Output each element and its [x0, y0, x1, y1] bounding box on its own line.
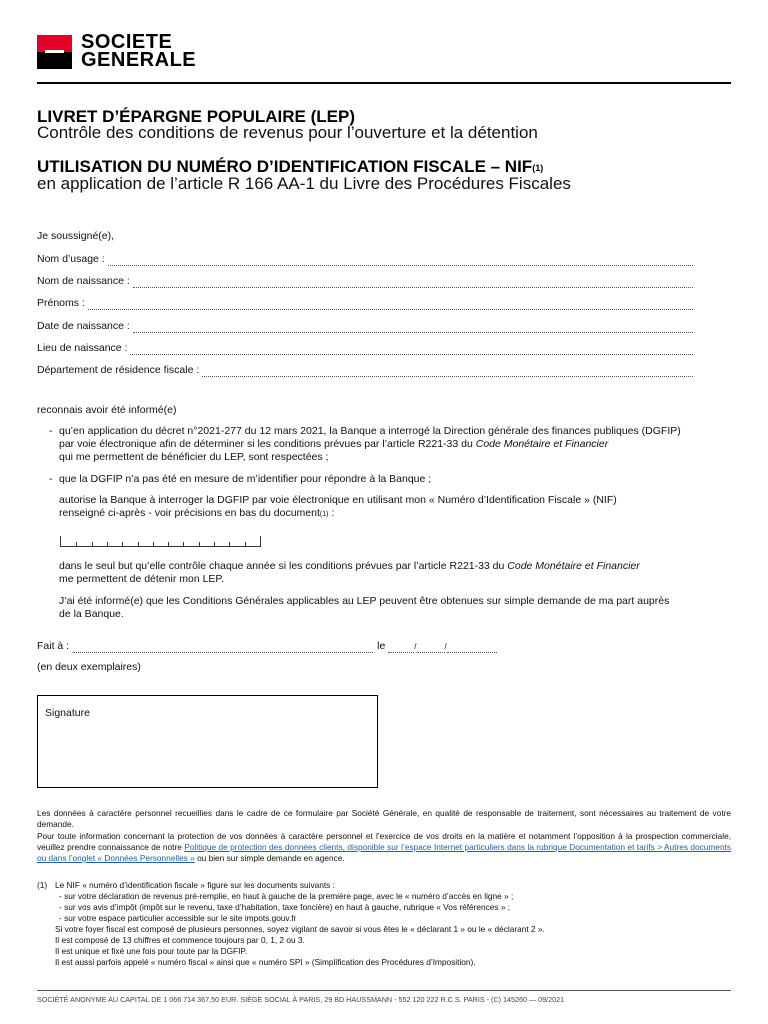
- date-separator: /: [444, 642, 447, 651]
- field-label: Prénoms :: [37, 297, 85, 309]
- fait-a-row: [37, 640, 497, 653]
- privacy-policy-link[interactable]: Politique de protection des données clients, disponible sur l’espace Internet particuliers dans la rubrique Documentation et tarifs > Autres documents ou dans l’onglet « Données Personnelles »: [37, 842, 732, 863]
- nif-digit-separator: [107, 542, 108, 546]
- footnote-line: Si votre foyer fiscal est composé de plusieurs personnes, soyez vigilant de savoir si vous êtes le « déclarant 1 » ou le « déclarant 2 ».: [55, 924, 545, 934]
- header-divider: [37, 82, 731, 84]
- fait-a-label: Fait à :: [37, 640, 70, 652]
- purpose-line2: me permettent de détenir mon LEP.: [59, 573, 224, 585]
- field-fill-line[interactable]: [108, 257, 693, 266]
- cg-line2: de la Banque.: [59, 608, 124, 620]
- footer-divider: [37, 990, 731, 991]
- footnote-line: Le NIF « numéro d’identification fiscale » figure sur les documents suivants :: [55, 880, 335, 890]
- nif-digit-separator: [199, 542, 200, 546]
- code-reference: Code Monétaire et Financier: [475, 438, 609, 450]
- nif-input-field[interactable]: [60, 536, 261, 547]
- nif-digit-separator: [168, 542, 169, 546]
- code-reference: Code Monétaire et Financier: [507, 560, 640, 572]
- field-fill-line[interactable]: [130, 346, 693, 355]
- item1-line3: qui me permettent de bénéficier du LEP, sont respectées ;: [59, 451, 329, 463]
- purpose-text: [59, 560, 640, 586]
- nif-subtitle: en application de l’article R 166 AA-1 du Livre des Procédures Fiscales: [37, 174, 571, 193]
- copies-note: (en deux exemplaires): [37, 661, 141, 673]
- nif-digit-separator: [183, 542, 184, 546]
- societe-generale-logo-mark: [37, 35, 72, 69]
- nif-digit-separator: [229, 542, 230, 546]
- nif-digit-separator: [153, 542, 154, 546]
- nif-digit-separator: [92, 542, 93, 546]
- field-label: Lieu de naissance :: [37, 342, 128, 354]
- footnote-line: - sur vos avis d’impôt (impôt sur le revenu, taxe d’habitation, taxe foncière) en haut à gauche, rubrique « Vos références » ;: [59, 902, 511, 912]
- nif-digit-separator: [138, 542, 139, 546]
- nif-digit-separator: [214, 542, 215, 546]
- field-nom-naissance[interactable]: [37, 275, 693, 288]
- purpose-line1: dans le seul but qu’elle contrôle chaque année si les conditions prévues par l’article R221-33 du Code Monétaire et Financier: [59, 560, 640, 572]
- field-fill-line[interactable]: [202, 368, 693, 377]
- nif-digit-separator: [76, 542, 77, 546]
- privacy-paragraph-2: Pour toute information concernant la protection de vos données à caractère personnel et l’exercice de vos droits en la matière et notamment l’opposition à la prospection commerciale, veuillez prendre connaissance de notre Politique de protection des données clients, disponible sur l’espace Internet particuliers dans la rubrique Documentation et tarifs > Autres documents ou dans l’onglet « Données Personnelles » ou bien sur simple demande en agence.: [37, 831, 732, 863]
- nif-title-footnote-ref: (1): [532, 163, 544, 173]
- lep-subtitle: Contrôle des conditions de revenus pour l’ouverture et la détention: [37, 123, 538, 142]
- date-day-line[interactable]: [388, 644, 414, 653]
- nif-digit-separator: [245, 542, 246, 546]
- declaration-lead: reconnais avoir été informé(e): [37, 404, 177, 416]
- item1-line2: par voie électronique afin de déterminer si les conditions prévues par l’article R221-33 du Code Monétaire et Financier: [59, 438, 609, 450]
- signature-label: Signature: [45, 707, 90, 719]
- field-nom-usage[interactable]: [37, 253, 693, 266]
- authorize-footnote-ref: (1): [319, 511, 329, 518]
- footnote-body: [55, 880, 545, 968]
- cg-line1: J’ai été informé(e) que les Conditions Générales applicables au LEP peuvent être obtenues sur simple demande de ma part auprès: [59, 595, 670, 607]
- brand-line-1: SOCIETE: [81, 31, 173, 53]
- field-label: Nom de naissance :: [37, 275, 130, 287]
- field-label: Date de naissance :: [37, 320, 130, 332]
- le-label: le: [377, 640, 386, 652]
- cg-text: [59, 595, 669, 621]
- field-fill-line[interactable]: [133, 324, 693, 333]
- field-fill-line[interactable]: [133, 279, 693, 288]
- legal-footer: SOCIÉTÉ ANONYME AU CAPITAL DE 1 066 714 367,50 EUR. SIÈGE SOCIAL À PARIS, 29 BD HAUSSMANN - 552 120 222 R.C.S. PARIS - (C) 145260 — 09/2021: [37, 995, 565, 1004]
- date-separator: /: [414, 642, 417, 651]
- declaration-item-2: que la DGFIP n’a pas été en mesure de m’identifier pour répondre à la Banque ;: [59, 473, 432, 485]
- date-year-line[interactable]: [447, 644, 497, 653]
- field-prenoms[interactable]: [37, 297, 693, 310]
- date-month-line[interactable]: [417, 644, 445, 653]
- authorize-line2: renseigné ci-après - voir précisions en bas du document$^{(1)}$ :: [59, 507, 335, 519]
- brand-line-2: GENERALE: [81, 49, 197, 71]
- authorize-line1: autorise la Banque à interroger la DGFIP par voie électronique en utilisant mon « Numéro d’Identification Fiscale » (NIF): [59, 494, 617, 506]
- field-lieu-naissance[interactable]: [37, 342, 693, 355]
- footnote-marker: (1): [37, 880, 48, 890]
- authorize-text: [59, 494, 617, 520]
- footnote-line: - sur votre espace particulier accessible sur le site impots.gouv.fr: [59, 913, 297, 923]
- footnote-line: Il est unique et fixé une fois pour toute par la DGFIP.: [55, 946, 248, 956]
- fait-a-fill-line[interactable]: [73, 644, 373, 653]
- nif-digit-separator: [122, 542, 123, 546]
- footnote-line: Il est composé de 13 chiffres et commence toujours par 0, 1, 2 ou 3.: [55, 935, 305, 945]
- footnote-line: Il est aussi parfois appelé « numéro fiscal » ainsi que « numéro SPI » (Simplification des Procédures d’Imposition).: [55, 957, 476, 967]
- field-departement-fiscal[interactable]: [37, 364, 693, 377]
- item1-line1: qu’en application du décret n°2021-277 du 12 mars 2021, la Banque a interrogé la Direction générale des finances publiques (DGFIP): [59, 425, 681, 437]
- bullet-dash: -: [49, 473, 53, 485]
- field-label: Département de résidence fiscale :: [37, 364, 200, 376]
- field-label: Nom d’usage :: [37, 253, 105, 265]
- lep-title: LIVRET D’ÉPARGNE POPULAIRE (LEP): [37, 107, 355, 126]
- signature-box[interactable]: [37, 695, 378, 788]
- brand-wordmark: [81, 33, 196, 69]
- intro-text: Je soussigné(e),: [37, 230, 115, 242]
- field-date-naissance[interactable]: [37, 320, 693, 333]
- field-fill-line[interactable]: [88, 301, 693, 310]
- footnote-line: - sur votre déclaration de revenus pré-remplie, en haut à gauche de la première page, avec le « numéro d’accès en ligne » ;: [59, 891, 514, 901]
- nif-title-text: UTILISATION DU NUMÉRO D’IDENTIFICATION FISCALE – NIF: [37, 157, 533, 176]
- privacy-paragraph-1: Les données à caractère personnel recueillies dans le cadre de ce formulaire par Société Générale, en qualité de responsable de traitement, sont nécessaires au traitement de votre demande.: [37, 808, 731, 829]
- declaration-item-1: [59, 425, 681, 464]
- bullet-dash: -: [49, 425, 53, 437]
